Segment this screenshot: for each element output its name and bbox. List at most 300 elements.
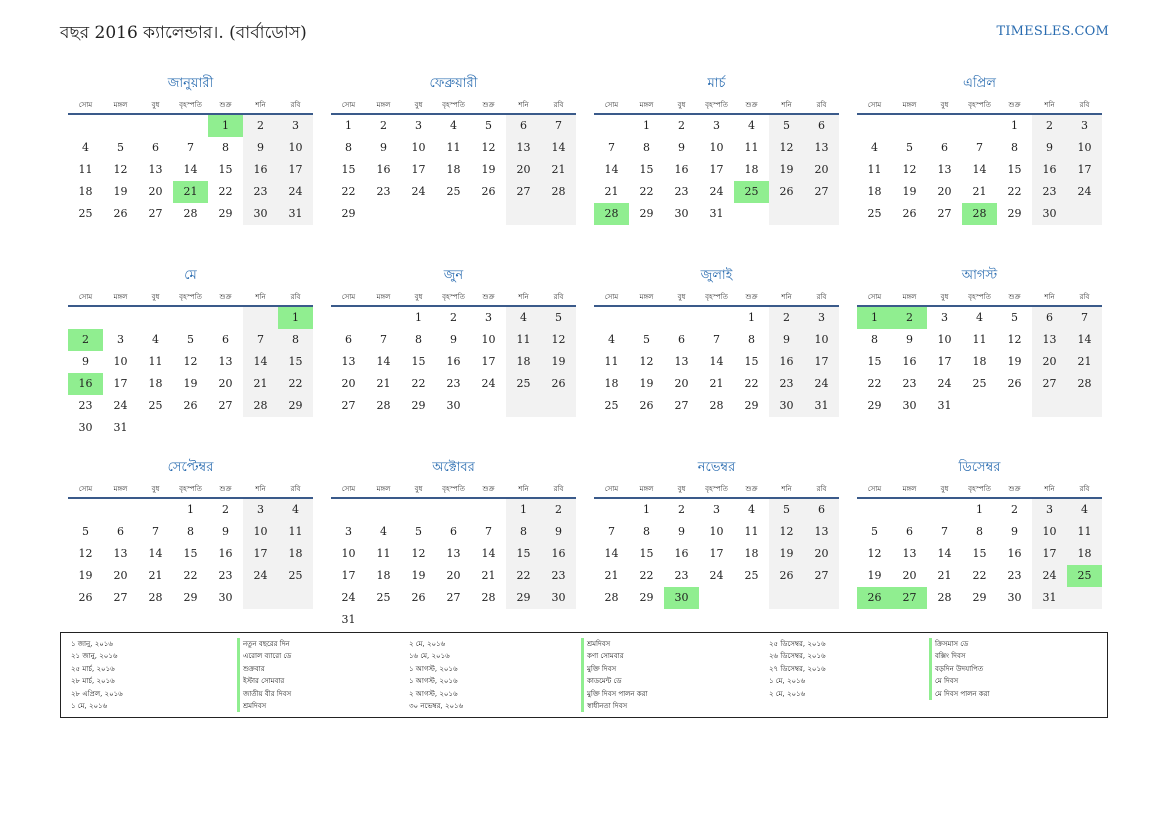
day-cell: 17 (1042, 547, 1057, 560)
day-cell: 13 (902, 547, 917, 560)
day-cell: 14 (183, 163, 198, 176)
day-cell: 16 (446, 355, 461, 368)
weekday-header (594, 96, 839, 115)
day-cell: 7 (485, 525, 492, 538)
day-cell: 30 (253, 207, 268, 220)
weekday-label: রবি (816, 101, 827, 109)
weekday-label: মঙ্গল (902, 101, 917, 109)
month-name: জুন (443, 268, 464, 283)
day-cell: 17 (937, 355, 952, 368)
day-cell: 11 (604, 355, 619, 368)
weekday-label: বৃহস্পতি (705, 485, 728, 493)
day-cell: 29 (972, 591, 987, 604)
day-cell: 12 (551, 333, 566, 346)
day-cell: 28 (253, 399, 268, 412)
day-cell: 27 (1042, 377, 1057, 390)
day-cell: 14 (253, 355, 268, 368)
day-cell: 23 (902, 377, 917, 390)
day-cell: 11 (1077, 525, 1092, 538)
day-cell: 2 (678, 119, 685, 132)
day-cell: 16 (674, 163, 689, 176)
weekday-label: রবি (1079, 293, 1090, 301)
day-cell: 4 (152, 333, 159, 346)
days-grid (331, 499, 576, 653)
day-cell: 15 (972, 547, 987, 560)
day-cell: 16 (779, 355, 794, 368)
legend-date: ২৭ ডিসেম্বর, ২০১৬ (769, 664, 826, 673)
day-cell: 17 (341, 569, 356, 582)
day-cell: 8 (643, 141, 650, 154)
legend-holiday-name: শ্রমদিবস (581, 638, 648, 650)
day-cell: 9 (678, 525, 685, 538)
weekday-label: মঙ্গল (902, 485, 917, 493)
day-cell: 23 (218, 569, 233, 582)
day-cell: 8 (748, 333, 755, 346)
day-cell: 25 (446, 185, 461, 198)
day-cell: 4 (380, 525, 387, 538)
day-cell: 21 (376, 377, 391, 390)
day-cell: 4 (871, 141, 878, 154)
day-cell: 10 (1077, 141, 1092, 154)
legend-holiday-name: মুক্তি দিবস (581, 663, 648, 675)
day-cell: 21 (937, 569, 952, 582)
legend-holiday-name: মে দিবস (929, 675, 990, 687)
day-cell: 15 (867, 355, 882, 368)
day-cell: 15 (639, 547, 654, 560)
legend-date: ২৬ ডিসেম্বর, ২০১৬ (769, 652, 826, 661)
day-cell: 16 (218, 547, 233, 560)
legend-dates-column (769, 638, 826, 700)
day-cell: 29 (639, 591, 654, 604)
weekday-label: রবি (290, 485, 301, 493)
day-cell: 22 (411, 377, 426, 390)
weekday-label: বুধ (940, 101, 949, 109)
day-cell: 3 (713, 503, 720, 516)
day-cell: 13 (446, 547, 461, 560)
legend-date: ১৬ মে, ২০১৬ (409, 652, 450, 661)
day-cell: 19 (481, 163, 496, 176)
day-cell: 12 (183, 355, 198, 368)
day-cell: 19 (779, 163, 794, 176)
day-cell: 17 (709, 547, 724, 560)
legend-holiday-name: কণা সোমবার (581, 650, 648, 662)
day-cell: 10 (341, 547, 356, 560)
day-cell: 5 (485, 119, 492, 132)
day-cell: 20 (937, 185, 952, 198)
brand-link[interactable]: TIMESLES.COM (996, 24, 1109, 39)
legend-date: ২৫ মার্চ, ২০১৬ (71, 664, 115, 673)
holiday-day-cell: 28 (962, 203, 997, 225)
weekday-label: শুক্র (1008, 293, 1021, 301)
days-grid (857, 499, 1102, 653)
month-block (68, 72, 313, 269)
day-cell: 27 (148, 207, 163, 220)
holiday-day-cell: 27 (892, 587, 927, 609)
day-cell: 1 (187, 503, 194, 516)
day-cell: 14 (1077, 333, 1092, 346)
month-block (331, 72, 576, 269)
day-cell: 15 (744, 355, 759, 368)
day-cell: 24 (288, 185, 303, 198)
day-cell: 10 (481, 333, 496, 346)
day-cell: 8 (222, 141, 229, 154)
month-block (331, 264, 576, 461)
weekday-label: মঙ্গল (639, 101, 654, 109)
holiday-day-cell: 1 (857, 307, 892, 329)
weekday-label: মঙ্গল (376, 293, 391, 301)
day-cell: 9 (783, 333, 790, 346)
weekday-label: সোম (341, 485, 356, 493)
weekday-label: মঙ্গল (113, 293, 128, 301)
day-cell: 20 (446, 569, 461, 582)
legend-date: ২ আগস্ট, ২০১৬ (409, 689, 458, 698)
day-cell: 24 (937, 377, 952, 390)
weekday-header (331, 96, 576, 115)
day-cell: 9 (555, 525, 562, 538)
month-block (857, 264, 1102, 461)
legend-holiday-name: ইস্টার সোমবার (237, 675, 291, 687)
day-cell: 18 (288, 547, 303, 560)
weekday-label: শনি (1044, 485, 1055, 493)
day-cell: 18 (972, 355, 987, 368)
legend-holiday-name: বক্সিং দিবস (929, 650, 990, 662)
day-cell: 14 (937, 547, 952, 560)
day-cell: 25 (376, 591, 391, 604)
day-cell: 7 (608, 525, 615, 538)
day-cell: 20 (814, 547, 829, 560)
day-cell: 18 (148, 377, 163, 390)
weekday-label: শনি (255, 485, 266, 493)
page-title: বছর 2016 ক্যালেন্ডার।. (বার্বাডোস) (60, 23, 307, 43)
day-cell: 14 (709, 355, 724, 368)
weekday-label: রবি (290, 293, 301, 301)
day-cell: 26 (78, 591, 93, 604)
day-cell: 15 (639, 163, 654, 176)
day-cell: 6 (906, 525, 913, 538)
day-cell: 30 (902, 399, 917, 412)
day-cell: 9 (1011, 525, 1018, 538)
day-cell: 17 (709, 163, 724, 176)
day-cell: 23 (253, 185, 268, 198)
day-cell: 9 (222, 525, 229, 538)
weekday-label: রবি (553, 485, 564, 493)
day-cell: 1 (345, 119, 352, 132)
day-cell: 16 (1042, 163, 1057, 176)
day-cell: 8 (187, 525, 194, 538)
legend-date: ৩০ নভেম্বর, ২০১৬ (409, 701, 464, 710)
day-cell: 22 (516, 569, 531, 582)
day-cell: 20 (113, 569, 128, 582)
weekday-header (331, 480, 576, 499)
day-cell: 8 (415, 333, 422, 346)
day-cell: 18 (604, 377, 619, 390)
day-cell: 29 (744, 399, 759, 412)
day-cell: 10 (411, 141, 426, 154)
day-cell: 4 (608, 333, 615, 346)
day-cell: 10 (709, 141, 724, 154)
day-cell: 19 (779, 547, 794, 560)
day-cell: 22 (1007, 185, 1022, 198)
weekday-label: বুধ (414, 101, 423, 109)
weekday-label: বুধ (940, 485, 949, 493)
day-cell: 11 (446, 141, 461, 154)
day-cell: 7 (713, 333, 720, 346)
days-grid (68, 115, 313, 269)
weekday-label: বৃহস্পতি (968, 485, 991, 493)
day-cell: 30 (218, 591, 233, 604)
day-cell: 9 (450, 333, 457, 346)
day-cell: 8 (345, 141, 352, 154)
day-cell: 15 (516, 547, 531, 560)
day-cell: 9 (380, 141, 387, 154)
weekday-label: শনি (518, 485, 529, 493)
day-cell: 15 (183, 547, 198, 560)
day-cell: 10 (288, 141, 303, 154)
day-cell: 26 (183, 399, 198, 412)
weekday-label: সোম (867, 101, 882, 109)
day-cell: 7 (1081, 311, 1088, 324)
day-cell: 8 (643, 525, 650, 538)
day-cell: 6 (222, 333, 229, 346)
weekday-label: শনি (255, 101, 266, 109)
weekday-label: বুধ (940, 293, 949, 301)
weekday-label: মঙ্গল (376, 485, 391, 493)
day-cell: 4 (82, 141, 89, 154)
day-cell: 20 (218, 377, 233, 390)
day-cell: 5 (783, 503, 790, 516)
day-cell: 26 (481, 185, 496, 198)
day-cell: 16 (674, 547, 689, 560)
weekday-label: মঙ্গল (113, 101, 128, 109)
day-cell: 5 (82, 525, 89, 538)
day-cell: 13 (674, 355, 689, 368)
day-cell: 18 (1077, 547, 1092, 560)
legend-names-column (581, 638, 648, 712)
holiday-day-cell: 25 (1067, 565, 1102, 587)
day-cell: 1 (643, 119, 650, 132)
legend-holiday-name: নতুন বছরের দিন (237, 638, 291, 650)
day-cell: 7 (187, 141, 194, 154)
day-cell: 13 (148, 163, 163, 176)
weekday-label: সোম (78, 485, 93, 493)
day-cell: 25 (867, 207, 882, 220)
weekday-label: বৃহস্পতি (442, 485, 465, 493)
day-cell: 17 (411, 163, 426, 176)
day-cell: 2 (450, 311, 457, 324)
day-cell: 3 (345, 525, 352, 538)
day-cell: 20 (516, 163, 531, 176)
month-block (68, 264, 313, 461)
day-cell: 2 (380, 119, 387, 132)
day-cell: 24 (411, 185, 426, 198)
day-cell: 17 (1077, 163, 1092, 176)
day-cell: 14 (604, 163, 619, 176)
day-cell: 4 (748, 119, 755, 132)
day-cell: 4 (976, 311, 983, 324)
day-cell: 31 (113, 421, 128, 434)
legend-date: ১ জানু, ২০১৬ (71, 640, 113, 648)
day-cell: 8 (520, 525, 527, 538)
day-cell: 29 (183, 591, 198, 604)
weekday-label: বুধ (677, 293, 686, 301)
day-cell: 10 (709, 525, 724, 538)
day-cell: 3 (1046, 503, 1053, 516)
legend-holiday-name: মে দিবস পালন করা (929, 688, 990, 700)
weekday-label: শুক্র (219, 293, 232, 301)
day-cell: 26 (551, 377, 566, 390)
day-cell: 11 (516, 333, 531, 346)
day-cell: 30 (551, 591, 566, 604)
weekday-label: বুধ (414, 485, 423, 493)
legend-holiday-name: এরোল ব্যারো ডে (237, 650, 291, 662)
day-cell: 22 (744, 377, 759, 390)
weekday-header (331, 288, 576, 307)
month-block (594, 456, 839, 653)
legend-holiday-name: জাতীয় বীর দিবস (237, 688, 291, 700)
day-cell: 18 (516, 355, 531, 368)
month-name: আগস্ট (961, 268, 998, 283)
day-cell: 25 (516, 377, 531, 390)
day-cell: 7 (152, 525, 159, 538)
day-cell: 26 (779, 569, 794, 582)
month-name: সেপ্টেম্বর (167, 460, 214, 475)
day-cell: 7 (257, 333, 264, 346)
legend-date: ২ মে, ২০১৬ (769, 689, 806, 698)
day-cell: 27 (674, 399, 689, 412)
day-cell: 21 (148, 569, 163, 582)
day-cell: 24 (814, 377, 829, 390)
day-cell: 11 (78, 163, 93, 176)
days-grid (331, 307, 576, 461)
weekday-header (857, 480, 1102, 499)
day-cell: 11 (744, 525, 759, 538)
month-name: মে (184, 268, 197, 283)
day-cell: 30 (446, 399, 461, 412)
day-cell: 10 (253, 525, 268, 538)
weekday-label: শুক্র (482, 485, 495, 493)
day-cell: 1 (1011, 119, 1018, 132)
day-cell: 29 (639, 207, 654, 220)
day-cell: 5 (555, 311, 562, 324)
weekday-label: বৃহস্পতি (442, 101, 465, 109)
day-cell: 25 (78, 207, 93, 220)
day-cell: 13 (113, 547, 128, 560)
day-cell: 2 (555, 503, 562, 516)
day-cell: 29 (288, 399, 303, 412)
days-grid (857, 115, 1102, 269)
holiday-day-cell: 30 (664, 587, 699, 609)
day-cell: 23 (376, 185, 391, 198)
day-cell: 31 (709, 207, 724, 220)
days-grid (594, 307, 839, 461)
day-cell: 17 (814, 355, 829, 368)
weekday-label: বৃহস্পতি (442, 293, 465, 301)
day-cell: 12 (481, 141, 496, 154)
day-cell: 4 (450, 119, 457, 132)
weekday-header (68, 96, 313, 115)
weekday-label: শনি (781, 485, 792, 493)
day-cell: 16 (551, 547, 566, 560)
day-cell: 29 (1007, 207, 1022, 220)
day-cell: 29 (867, 399, 882, 412)
day-cell: 21 (1077, 355, 1092, 368)
day-cell: 23 (674, 185, 689, 198)
day-cell: 26 (113, 207, 128, 220)
day-cell: 7 (380, 333, 387, 346)
day-cell: 12 (902, 163, 917, 176)
day-cell: 12 (639, 355, 654, 368)
month-name: ফেব্রুয়ারী (429, 76, 478, 91)
holiday-day-cell: 16 (68, 373, 103, 395)
day-cell: 25 (148, 399, 163, 412)
day-cell: 6 (345, 333, 352, 346)
legend-holiday-name: স্বাধীনতা দিবস (581, 700, 648, 712)
day-cell: 9 (906, 333, 913, 346)
weekday-label: বুধ (677, 101, 686, 109)
month-name: জুলাই (700, 268, 733, 283)
weekday-label: বৃহস্পতি (179, 293, 202, 301)
day-cell: 14 (481, 547, 496, 560)
day-cell: 2 (678, 503, 685, 516)
day-cell: 27 (218, 399, 233, 412)
day-cell: 31 (937, 399, 952, 412)
day-cell: 13 (516, 141, 531, 154)
day-cell: 3 (1081, 119, 1088, 132)
day-cell: 11 (288, 525, 303, 538)
day-cell: 30 (78, 421, 93, 434)
day-cell: 28 (551, 185, 566, 198)
legend-date: ২৮ মার্চ, ২০১৬ (71, 677, 115, 686)
day-cell: 3 (257, 503, 264, 516)
day-cell: 28 (183, 207, 198, 220)
legend-holiday-name: শুক্রবার (237, 663, 291, 675)
day-cell: 26 (1007, 377, 1022, 390)
legend-holiday-name: শ্রমদিবস (237, 700, 291, 712)
day-cell: 6 (520, 119, 527, 132)
weekday-label: সোম (78, 293, 93, 301)
weekday-label: বৃহস্পতি (179, 485, 202, 493)
legend-dates-column (71, 638, 123, 712)
day-cell: 25 (744, 569, 759, 582)
day-cell: 5 (643, 333, 650, 346)
day-cell: 1 (748, 311, 755, 324)
days-grid (594, 499, 839, 653)
day-cell: 12 (113, 163, 128, 176)
day-cell: 31 (1042, 591, 1057, 604)
day-cell: 23 (1042, 185, 1057, 198)
month-name: অক্টোবর (432, 460, 475, 475)
day-cell: 30 (1042, 207, 1057, 220)
day-cell: 4 (520, 311, 527, 324)
day-cell: 23 (1007, 569, 1022, 582)
weekday-label: সোম (604, 101, 619, 109)
day-cell: 23 (674, 569, 689, 582)
day-cell: 22 (867, 377, 882, 390)
day-cell: 9 (1046, 141, 1053, 154)
day-cell: 2 (257, 119, 264, 132)
day-cell: 31 (814, 399, 829, 412)
day-cell: 4 (1081, 503, 1088, 516)
day-cell: 2 (1046, 119, 1053, 132)
day-cell: 5 (117, 141, 124, 154)
day-cell: 6 (1046, 311, 1053, 324)
weekday-label: শুক্র (745, 485, 758, 493)
day-cell: 15 (288, 355, 303, 368)
day-cell: 25 (288, 569, 303, 582)
day-cell: 2 (783, 311, 790, 324)
weekday-label: বৃহস্পতি (705, 101, 728, 109)
legend-names-column (237, 638, 291, 712)
